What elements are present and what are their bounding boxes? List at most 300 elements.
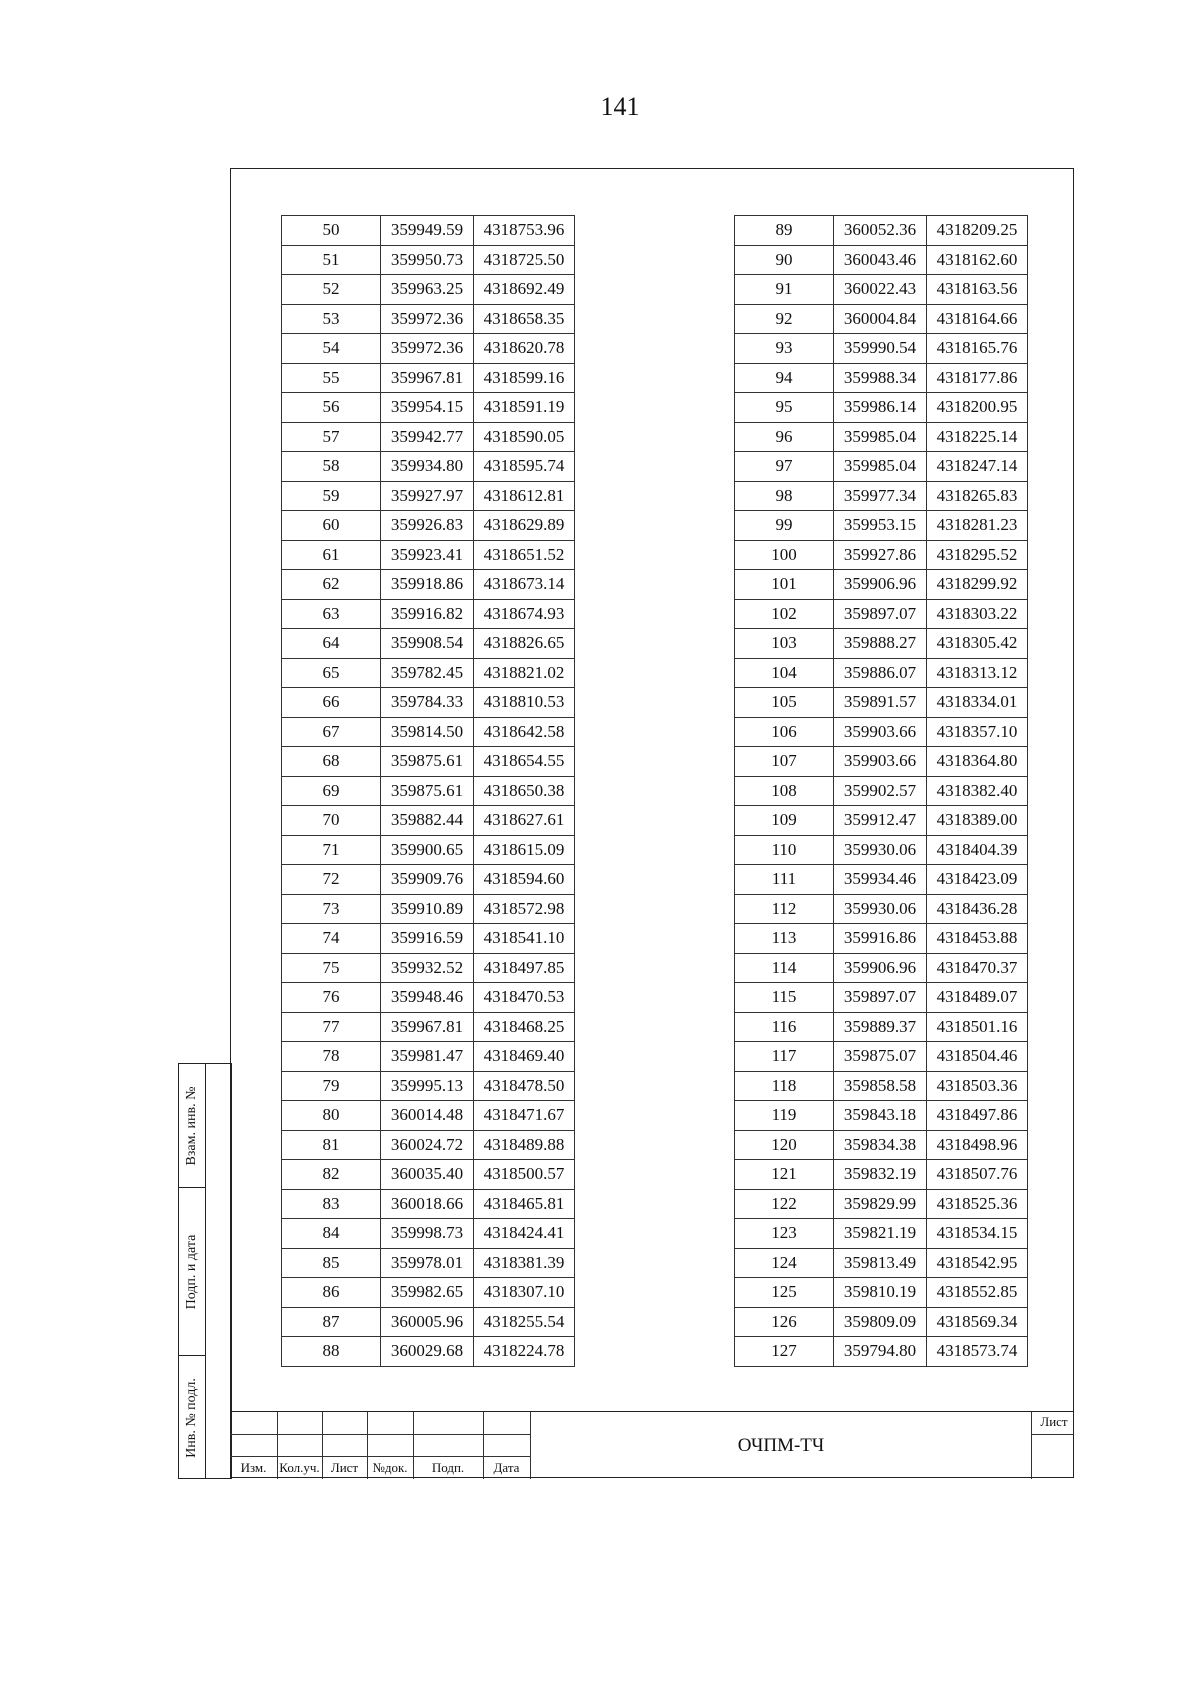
table-row: [735, 953, 1028, 983]
table-row: [282, 894, 575, 924]
y-coordinate-cell: 4318303.22: [927, 599, 1028, 629]
table-row: [282, 1189, 575, 1219]
title-block-data: Дата: [493, 1460, 520, 1475]
table-row: [735, 599, 1028, 629]
y-coordinate-cell: 4318468.25: [474, 1012, 575, 1042]
y-coordinate-cell: 4318307.10: [474, 1278, 575, 1308]
table-row: [735, 393, 1028, 423]
table-row: [282, 393, 575, 423]
y-coordinate-cell: 4318389.00: [927, 806, 1028, 836]
point-number-cell: 102: [735, 599, 834, 629]
x-coordinate-cell: 359834.38: [834, 1130, 927, 1160]
y-coordinate-cell: 4318642.58: [474, 717, 575, 747]
y-coordinate-cell: 4318525.36: [927, 1189, 1028, 1219]
x-coordinate-cell: 359782.45: [381, 658, 474, 688]
y-coordinate-cell: 4318489.88: [474, 1130, 575, 1160]
table-row: [735, 275, 1028, 305]
y-coordinate-cell: 4318594.60: [474, 865, 575, 895]
point-number-cell: 64: [282, 629, 381, 659]
x-coordinate-cell: 359930.06: [834, 835, 927, 865]
table-row: [735, 1337, 1028, 1367]
y-coordinate-cell: 4318209.25: [927, 216, 1028, 246]
y-coordinate-cell: 4318470.37: [927, 953, 1028, 983]
table-row: [282, 452, 575, 482]
point-number-cell: 62: [282, 570, 381, 600]
table-row: [735, 1071, 1028, 1101]
table-row: [282, 629, 575, 659]
x-coordinate-cell: 359967.81: [381, 1012, 474, 1042]
point-number-cell: 60: [282, 511, 381, 541]
x-coordinate-cell: 359909.76: [381, 865, 474, 895]
point-number-cell: 71: [282, 835, 381, 865]
title-block-row-line: [230, 1456, 530, 1457]
y-coordinate-cell: 4318471.67: [474, 1101, 575, 1131]
x-coordinate-cell: 359950.73: [381, 245, 474, 275]
title-block-koluch: Кол.уч.: [279, 1460, 320, 1475]
y-coordinate-cell: 4318821.02: [474, 658, 575, 688]
point-number-cell: 84: [282, 1219, 381, 1249]
y-coordinate-cell: 4318595.74: [474, 452, 575, 482]
y-coordinate-cell: 4318573.74: [927, 1337, 1028, 1367]
y-coordinate-cell: 4318590.05: [474, 422, 575, 452]
table-row: [735, 1248, 1028, 1278]
table-row: [282, 1130, 575, 1160]
point-number-cell: 83: [282, 1189, 381, 1219]
x-coordinate-cell: 359829.99: [834, 1189, 927, 1219]
point-number-cell: 107: [735, 747, 834, 777]
y-coordinate-cell: 4318364.80: [927, 747, 1028, 777]
table-row: [735, 245, 1028, 275]
table-row: [735, 983, 1028, 1013]
x-coordinate-cell: 359977.34: [834, 481, 927, 511]
table-row: [282, 422, 575, 452]
point-number-cell: 82: [282, 1160, 381, 1190]
point-number-cell: 123: [735, 1219, 834, 1249]
x-coordinate-cell: 359889.37: [834, 1012, 927, 1042]
y-coordinate-cell: 4318478.50: [474, 1071, 575, 1101]
x-coordinate-cell: 359985.04: [834, 452, 927, 482]
x-coordinate-cell: 359903.66: [834, 717, 927, 747]
y-coordinate-cell: 4318627.61: [474, 806, 575, 836]
x-coordinate-cell: 359954.15: [381, 393, 474, 423]
title-block-list: Лист: [330, 1460, 359, 1475]
x-coordinate-cell: 359942.77: [381, 422, 474, 452]
table-row: [282, 1071, 575, 1101]
table-row: [282, 363, 575, 393]
y-coordinate-cell: 4318826.65: [474, 629, 575, 659]
y-coordinate-cell: 4318651.52: [474, 540, 575, 570]
point-number-cell: 65: [282, 658, 381, 688]
table-row: [735, 511, 1028, 541]
x-coordinate-cell: 359972.36: [381, 304, 474, 334]
y-coordinate-cell: 4318313.12: [927, 658, 1028, 688]
point-number-cell: 108: [735, 776, 834, 806]
table-row: [735, 1307, 1028, 1337]
x-coordinate-cell: 360029.68: [381, 1337, 474, 1367]
y-coordinate-cell: 4318497.85: [474, 953, 575, 983]
point-number-cell: 110: [735, 835, 834, 865]
y-coordinate-cell: 4318177.86: [927, 363, 1028, 393]
y-coordinate-cell: 4318470.53: [474, 983, 575, 1013]
x-coordinate-cell: 359843.18: [834, 1101, 927, 1131]
y-coordinate-cell: 4318281.23: [927, 511, 1028, 541]
table-row: [282, 924, 575, 954]
y-coordinate-cell: 4318498.96: [927, 1130, 1028, 1160]
x-coordinate-cell: 359906.96: [834, 570, 927, 600]
x-coordinate-cell: 359906.96: [834, 953, 927, 983]
coordinates-table-left: [281, 215, 575, 1367]
x-coordinate-cell: 359821.19: [834, 1219, 927, 1249]
table-row: [282, 835, 575, 865]
table-row: [282, 983, 575, 1013]
x-coordinate-cell: 359972.36: [381, 334, 474, 364]
x-coordinate-cell: 359888.27: [834, 629, 927, 659]
x-coordinate-cell: 359934.80: [381, 452, 474, 482]
table-row: [735, 363, 1028, 393]
x-coordinate-cell: 359875.61: [381, 747, 474, 777]
point-number-cell: 98: [735, 481, 834, 511]
table-row: [735, 1160, 1028, 1190]
x-coordinate-cell: 359923.41: [381, 540, 474, 570]
table-row: [282, 688, 575, 718]
x-coordinate-cell: 359902.57: [834, 776, 927, 806]
point-number-cell: 127: [735, 1337, 834, 1367]
point-number-cell: 101: [735, 570, 834, 600]
x-coordinate-cell: 359916.86: [834, 924, 927, 954]
y-coordinate-cell: 4318163.56: [927, 275, 1028, 305]
x-coordinate-cell: 359814.50: [381, 717, 474, 747]
point-number-cell: 111: [735, 865, 834, 895]
point-number-cell: 77: [282, 1012, 381, 1042]
x-coordinate-cell: 359918.86: [381, 570, 474, 600]
table-row: [735, 304, 1028, 334]
point-number-cell: 92: [735, 304, 834, 334]
y-coordinate-cell: 4318753.96: [474, 216, 575, 246]
y-coordinate-cell: 4318501.16: [927, 1012, 1028, 1042]
point-number-cell: 119: [735, 1101, 834, 1131]
table-row: [282, 1248, 575, 1278]
x-coordinate-cell: 359949.59: [381, 216, 474, 246]
x-coordinate-cell: 359985.04: [834, 422, 927, 452]
table-row: [735, 865, 1028, 895]
y-coordinate-cell: 4318629.89: [474, 511, 575, 541]
point-number-cell: 97: [735, 452, 834, 482]
point-number-cell: 61: [282, 540, 381, 570]
point-number-cell: 80: [282, 1101, 381, 1131]
x-coordinate-cell: 359809.09: [834, 1307, 927, 1337]
table-row: [282, 1101, 575, 1131]
title-block-podp: Подп.: [431, 1460, 465, 1475]
point-number-cell: 116: [735, 1012, 834, 1042]
x-coordinate-cell: 359963.25: [381, 275, 474, 305]
y-coordinate-cell: 4318673.14: [474, 570, 575, 600]
point-number-cell: 58: [282, 452, 381, 482]
y-coordinate-cell: 4318504.46: [927, 1042, 1028, 1072]
point-number-cell: 57: [282, 422, 381, 452]
x-coordinate-cell: 359912.47: [834, 806, 927, 836]
table-row: [735, 1042, 1028, 1072]
y-coordinate-cell: 4318500.57: [474, 1160, 575, 1190]
point-number-cell: 78: [282, 1042, 381, 1072]
x-coordinate-cell: 359910.89: [381, 894, 474, 924]
table-row: [735, 1189, 1028, 1219]
table-row: [735, 334, 1028, 364]
point-number-cell: 93: [735, 334, 834, 364]
y-coordinate-cell: 4318569.34: [927, 1307, 1028, 1337]
x-coordinate-cell: 359967.81: [381, 363, 474, 393]
side-stamp-inv-cell: [179, 1356, 205, 1480]
point-number-cell: 113: [735, 924, 834, 954]
y-coordinate-cell: 4318552.85: [927, 1278, 1028, 1308]
table-row: [735, 1130, 1028, 1160]
point-number-cell: 53: [282, 304, 381, 334]
title-block-izm: Изм.: [240, 1460, 267, 1475]
point-number-cell: 118: [735, 1071, 834, 1101]
point-number-cell: 122: [735, 1189, 834, 1219]
x-coordinate-cell: 360014.48: [381, 1101, 474, 1131]
table-row: [282, 1012, 575, 1042]
point-number-cell: 63: [282, 599, 381, 629]
point-number-cell: 54: [282, 334, 381, 364]
point-number-cell: 88: [282, 1337, 381, 1367]
y-coordinate-cell: 4318334.01: [927, 688, 1028, 718]
table-row: [282, 245, 575, 275]
y-coordinate-cell: 4318299.92: [927, 570, 1028, 600]
x-coordinate-cell: 359794.80: [834, 1337, 927, 1367]
table-row: [735, 717, 1028, 747]
x-coordinate-cell: 360052.36: [834, 216, 927, 246]
table-row: [735, 688, 1028, 718]
x-coordinate-cell: 359832.19: [834, 1160, 927, 1190]
point-number-cell: 115: [735, 983, 834, 1013]
x-coordinate-cell: 359986.14: [834, 393, 927, 423]
table-row: [282, 481, 575, 511]
title-block-col-line: [1031, 1412, 1032, 1479]
x-coordinate-cell: 359988.34: [834, 363, 927, 393]
x-coordinate-cell: 359982.65: [381, 1278, 474, 1308]
y-coordinate-cell: 4318162.60: [927, 245, 1028, 275]
point-number-cell: 121: [735, 1160, 834, 1190]
x-coordinate-cell: 360005.96: [381, 1307, 474, 1337]
y-coordinate-cell: 4318295.52: [927, 540, 1028, 570]
y-coordinate-cell: 4318534.15: [927, 1219, 1028, 1249]
x-coordinate-cell: 359875.07: [834, 1042, 927, 1072]
point-number-cell: 114: [735, 953, 834, 983]
y-coordinate-cell: 4318489.07: [927, 983, 1028, 1013]
y-coordinate-cell: 4318382.40: [927, 776, 1028, 806]
y-coordinate-cell: 4318650.38: [474, 776, 575, 806]
y-coordinate-cell: 4318497.86: [927, 1101, 1028, 1131]
y-coordinate-cell: 4318542.95: [927, 1248, 1028, 1278]
point-number-cell: 70: [282, 806, 381, 836]
y-coordinate-cell: 4318436.28: [927, 894, 1028, 924]
point-number-cell: 50: [282, 216, 381, 246]
title-block: [230, 1411, 1074, 1478]
x-coordinate-cell: 359981.47: [381, 1042, 474, 1072]
table-row: [282, 570, 575, 600]
x-coordinate-cell: 359978.01: [381, 1248, 474, 1278]
table-row: [282, 334, 575, 364]
title-block-row-line: [230, 1434, 530, 1435]
y-coordinate-cell: 4318469.40: [474, 1042, 575, 1072]
y-coordinate-cell: 4318692.49: [474, 275, 575, 305]
table-row: [282, 1307, 575, 1337]
table-row: [735, 481, 1028, 511]
point-number-cell: 86: [282, 1278, 381, 1308]
x-coordinate-cell: 360004.84: [834, 304, 927, 334]
table-row: [735, 1278, 1028, 1308]
y-coordinate-cell: 4318507.76: [927, 1160, 1028, 1190]
table-row: [735, 776, 1028, 806]
point-number-cell: 96: [735, 422, 834, 452]
x-coordinate-cell: 359930.06: [834, 894, 927, 924]
side-stamp-inv-label: Инв. № подл.: [184, 1378, 199, 1458]
x-coordinate-cell: 359908.54: [381, 629, 474, 659]
sheet-label: Лист: [1040, 1414, 1068, 1429]
side-stamp: [178, 1063, 232, 1479]
x-coordinate-cell: 359886.07: [834, 658, 927, 688]
x-coordinate-cell: 359916.59: [381, 924, 474, 954]
y-coordinate-cell: 4318225.14: [927, 422, 1028, 452]
table-row: [735, 1219, 1028, 1249]
y-coordinate-cell: 4318164.66: [927, 304, 1028, 334]
table-row: [735, 216, 1028, 246]
point-number-cell: 89: [735, 216, 834, 246]
x-coordinate-cell: 359990.54: [834, 334, 927, 364]
y-coordinate-cell: 4318453.88: [927, 924, 1028, 954]
point-number-cell: 124: [735, 1248, 834, 1278]
x-coordinate-cell: 359927.86: [834, 540, 927, 570]
point-number-cell: 94: [735, 363, 834, 393]
y-coordinate-cell: 4318305.42: [927, 629, 1028, 659]
point-number-cell: 73: [282, 894, 381, 924]
y-coordinate-cell: 4318725.50: [474, 245, 575, 275]
y-coordinate-cell: 4318465.81: [474, 1189, 575, 1219]
point-number-cell: 67: [282, 717, 381, 747]
table-row: [735, 658, 1028, 688]
y-coordinate-cell: 4318503.36: [927, 1071, 1028, 1101]
x-coordinate-cell: 360035.40: [381, 1160, 474, 1190]
side-stamp-podp-label: Подп. и дата: [184, 1234, 199, 1309]
table-row: [735, 422, 1028, 452]
x-coordinate-cell: 359934.46: [834, 865, 927, 895]
table-row: [735, 452, 1028, 482]
x-coordinate-cell: 359916.82: [381, 599, 474, 629]
x-coordinate-cell: 359810.19: [834, 1278, 927, 1308]
table-row: [735, 894, 1028, 924]
point-number-cell: 59: [282, 481, 381, 511]
x-coordinate-cell: 359813.49: [834, 1248, 927, 1278]
x-coordinate-cell: 360043.46: [834, 245, 927, 275]
point-number-cell: 55: [282, 363, 381, 393]
x-coordinate-cell: 359903.66: [834, 747, 927, 777]
page-number: 141: [600, 92, 640, 121]
y-coordinate-cell: 4318224.78: [474, 1337, 575, 1367]
x-coordinate-cell: 359932.52: [381, 953, 474, 983]
point-number-cell: 125: [735, 1278, 834, 1308]
point-number-cell: 87: [282, 1307, 381, 1337]
y-coordinate-cell: 4318247.14: [927, 452, 1028, 482]
table-row: [735, 1012, 1028, 1042]
point-number-cell: 66: [282, 688, 381, 718]
y-coordinate-cell: 4318810.53: [474, 688, 575, 718]
y-coordinate-cell: 4318599.16: [474, 363, 575, 393]
x-coordinate-cell: 360018.66: [381, 1189, 474, 1219]
y-coordinate-cell: 4318541.10: [474, 924, 575, 954]
table-row: [735, 747, 1028, 777]
table-row: [282, 747, 575, 777]
point-number-cell: 81: [282, 1130, 381, 1160]
table-row: [735, 570, 1028, 600]
document-code: ОЧПМ-ТЧ: [737, 1435, 825, 1456]
x-coordinate-cell: 359891.57: [834, 688, 927, 718]
point-number-cell: 68: [282, 747, 381, 777]
point-number-cell: 72: [282, 865, 381, 895]
y-coordinate-cell: 4318255.54: [474, 1307, 575, 1337]
side-stamp-podp-cell: [179, 1188, 205, 1356]
drawing-frame: [230, 168, 1074, 1478]
point-number-cell: 74: [282, 924, 381, 954]
point-number-cell: 112: [735, 894, 834, 924]
table-row: [282, 1219, 575, 1249]
point-number-cell: 104: [735, 658, 834, 688]
point-number-cell: 120: [735, 1130, 834, 1160]
table-row: [282, 717, 575, 747]
point-number-cell: 106: [735, 717, 834, 747]
x-coordinate-cell: 359897.07: [834, 599, 927, 629]
point-number-cell: 126: [735, 1307, 834, 1337]
table-row: [282, 1278, 575, 1308]
y-coordinate-cell: 4318658.35: [474, 304, 575, 334]
table-row: [282, 1042, 575, 1072]
x-coordinate-cell: 359927.97: [381, 481, 474, 511]
y-coordinate-cell: 4318424.41: [474, 1219, 575, 1249]
table-row: [735, 806, 1028, 836]
table-row: [282, 953, 575, 983]
point-number-cell: 105: [735, 688, 834, 718]
y-coordinate-cell: 4318572.98: [474, 894, 575, 924]
table-row: [282, 1160, 575, 1190]
point-number-cell: 69: [282, 776, 381, 806]
y-coordinate-cell: 4318165.76: [927, 334, 1028, 364]
y-coordinate-cell: 4318265.83: [927, 481, 1028, 511]
table-row: [282, 304, 575, 334]
x-coordinate-cell: 359926.83: [381, 511, 474, 541]
x-coordinate-cell: 359953.15: [834, 511, 927, 541]
y-coordinate-cell: 4318381.39: [474, 1248, 575, 1278]
point-number-cell: 56: [282, 393, 381, 423]
table-row: [735, 924, 1028, 954]
table-row: [735, 835, 1028, 865]
y-coordinate-cell: 4318674.93: [474, 599, 575, 629]
y-coordinate-cell: 4318591.19: [474, 393, 575, 423]
x-coordinate-cell: 359882.44: [381, 806, 474, 836]
x-coordinate-cell: 359858.58: [834, 1071, 927, 1101]
x-coordinate-cell: 359998.73: [381, 1219, 474, 1249]
y-coordinate-cell: 4318404.39: [927, 835, 1028, 865]
table-row: [282, 658, 575, 688]
table-row: [282, 540, 575, 570]
x-coordinate-cell: 360024.72: [381, 1130, 474, 1160]
point-number-cell: 99: [735, 511, 834, 541]
x-coordinate-cell: 359875.61: [381, 776, 474, 806]
table-row: [282, 511, 575, 541]
coordinates-table-right: [734, 215, 1028, 1367]
title-block-ndok: №док.: [372, 1460, 408, 1475]
point-number-cell: 95: [735, 393, 834, 423]
table-row: [282, 599, 575, 629]
sheet-cell-line: [1031, 1434, 1074, 1435]
